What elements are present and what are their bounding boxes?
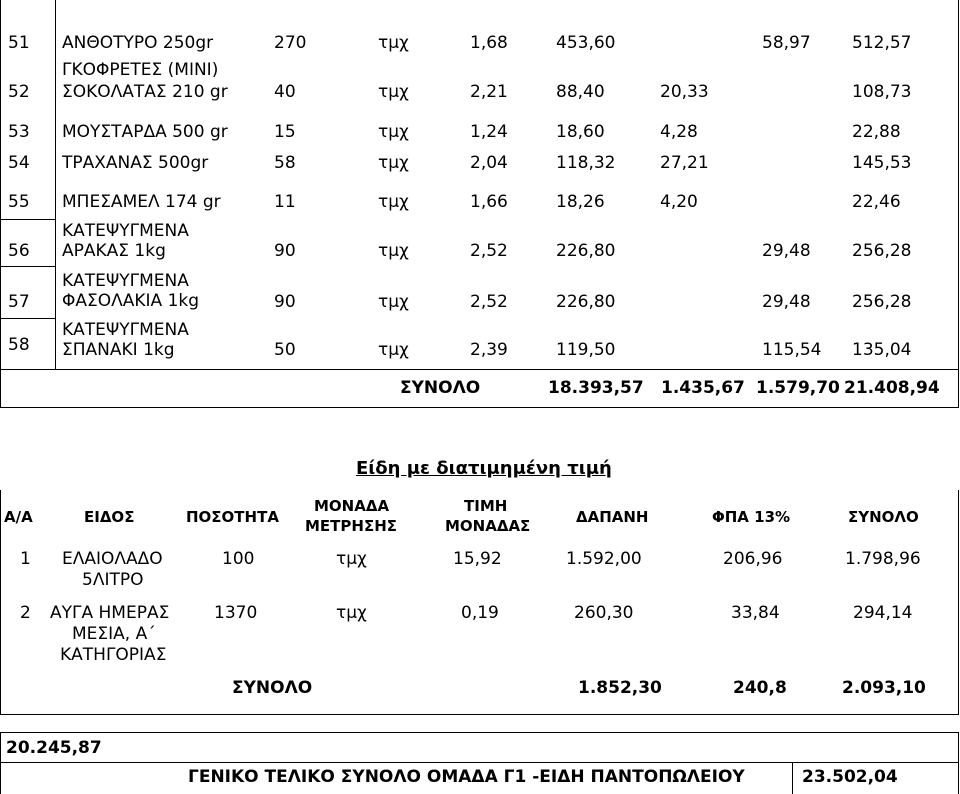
total-extra: 1.579,70 (756, 378, 840, 398)
total-cost: 18.393,57 (548, 378, 644, 398)
total-grand: 21.408,94 (844, 378, 940, 398)
special-total-cost: 1.852,30 (578, 678, 662, 698)
grand-total-label: ΓΕΝΙΚΟ ΤΕΛΙΚΟ ΣΥΝΟΛΟ ΟΜΑΔΑ Γ1 -ΕΙΔΗ ΠΑΝΤΟΠΩΛΕΙΟΥ (188, 767, 745, 787)
special-total-vat: 240,8 (733, 678, 787, 698)
total-vat: 1.435,67 (661, 378, 745, 398)
special-total-label: ΣΥΝΟΛΟ (232, 678, 313, 698)
grand-total-value: 23.502,04 (802, 767, 898, 787)
special-total-grand: 2.093,10 (842, 678, 926, 698)
section-title: Είδη με διατιμημένη τιμή (356, 458, 612, 479)
subtotal-value: 20.245,87 (6, 738, 102, 758)
total-label: ΣΥΝΟΛΟ (400, 378, 481, 398)
